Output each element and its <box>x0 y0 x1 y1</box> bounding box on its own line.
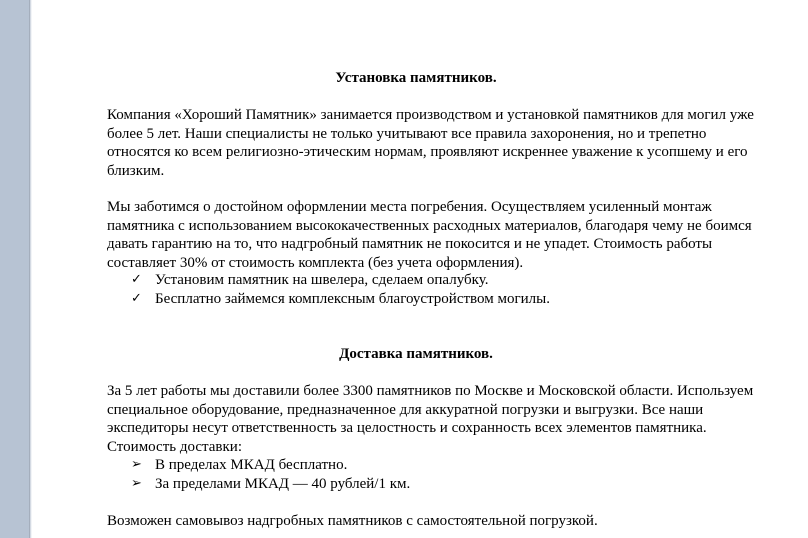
document-page[interactable] <box>32 0 808 538</box>
list-item-text: Бесплатно займемся комплексным благоустройством могилы. <box>155 290 550 307</box>
list-item <box>131 456 410 475</box>
delivery-paragraph-pickup: Возможен самовывоз надгробных памятников с самостоятельной погрузкой. <box>107 513 598 529</box>
list-item <box>131 475 410 494</box>
list-item-text: В пределах МКАД бесплатно. <box>155 457 348 473</box>
section-heading-delivery: Доставка памятников. <box>339 346 493 362</box>
delivery-bullet-list <box>131 456 410 493</box>
document-gutter <box>0 0 29 538</box>
check-mark-icon: ✓ <box>131 272 142 287</box>
arrowhead-icon: ➢ <box>131 457 142 472</box>
list-item-text: За пределами МКАД — 40 рублей/1 км. <box>155 475 411 492</box>
arrowhead-icon: ➢ <box>131 475 142 491</box>
installation-bullet-list <box>131 271 550 308</box>
section-heading-installation: Установка памятников. <box>335 70 497 86</box>
list-item-text: Установим памятник на швелера, сделаем опалубку. <box>155 272 489 288</box>
check-mark-icon: ✓ <box>131 290 142 306</box>
list-item <box>131 271 550 290</box>
list-item <box>131 290 550 309</box>
installation-paragraph-intro: Компания «Хороший Памятник» занимается производством и установкой памятников для могил уже более 5 лет. Наши специалисты не только учитывают все правила захоронения, но и трепетно относятся ко всем религиозно-этическим нормам, проявляют искреннее уважение к усопшему и его близким. <box>107 107 754 179</box>
delivery-paragraph-intro: За 5 лет работы мы доставили более 3300 памятников по Москве и Московской области. Используем специальное оборудование, предназначенное для аккуратной погрузки и выгрузки. Все наши экспедиторы несут ответственность за целостность и сохранность всех элементов памятника. Стоимость доставки: <box>107 383 754 455</box>
installation-paragraph-care: Мы заботимся о достойном оформлении места погребения. Осуществляем усиленный монтаж памятника с использованием высококачественных расходных материалов, благодаря чему не боимся давать гарантию на то, что надгробный памятник не покосится и не упадет. Стоимость работы составляет 30% от стоимость комплекта (без учета оформления). <box>107 199 752 271</box>
